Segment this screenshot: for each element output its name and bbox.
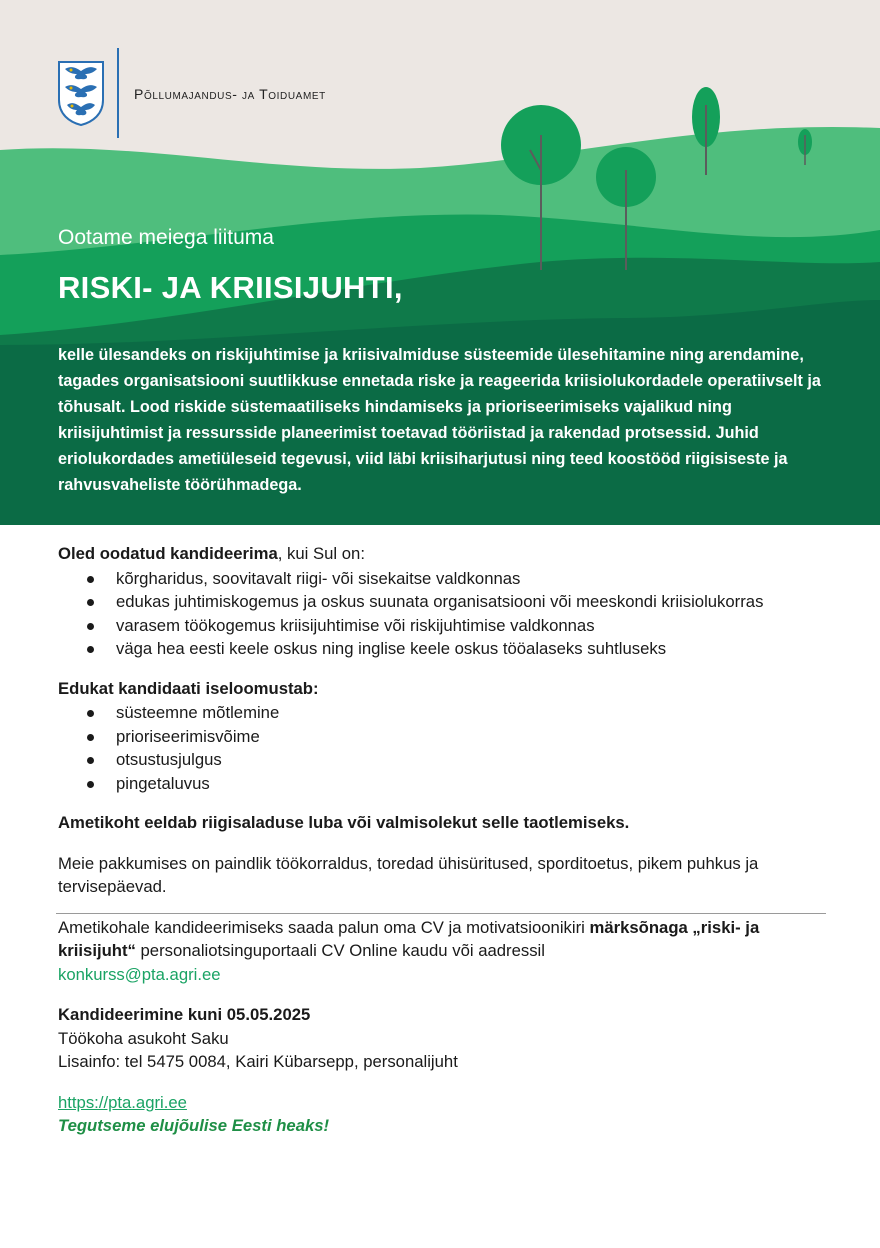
apply-instructions: Ametikohale kandideerimiseks saada palun oma CV ja motivatsioonikiri märksõnaga „riski- ja kriisijuht“ personaliotsinguportaali CV Online kaudu või aadressil konkurss@pta.agri.ee: [58, 917, 760, 984]
hero-banner: [0, 0, 880, 525]
list-item: süsteemne mõtlemine: [116, 701, 828, 725]
coat-of-arms-icon: [57, 60, 105, 126]
email-link[interactable]: konkurss@pta.agri.ee: [58, 964, 221, 984]
list-item: kõrgharidus, soovitavalt riigi- või sisekaitse valdkonnas: [116, 567, 828, 591]
website-paragraph: [58, 1091, 828, 1115]
slogan: Tegutseme elujõulise Eesti heaks!: [58, 1116, 330, 1135]
location: Töökoha asukoht Saku: [58, 1028, 229, 1048]
qualities-heading: Edukat kandidaati iseloomustab:: [58, 678, 319, 698]
list-item: otsustusjulgus: [116, 748, 828, 772]
hero-intro: Ootame meiega liituma: [58, 226, 274, 249]
list-item: edukas juhtimiskogemus ja oskus suunata organisatsiooni või meeskondi kriisiolukorras: [116, 590, 828, 614]
job-title: RISKI- JA KRIISIJUHTI,: [58, 270, 403, 305]
requirements-list: [58, 567, 828, 661]
website-link[interactable]: https://pta.agri.ee: [58, 1092, 187, 1112]
job-description: kelle ülesandeks on riskijuhtimise ja kriisivalmiduse süsteemide ülesehitamine ning arendamine, tagades organisatsiooni suutlikkuse ennetada riske ja reageerida kriisiolukordadele operatiivselt ja tõhusalt. Lood riskide süstemaatiliseks hindamiseks ja prioriseerimiseks vajalikud ning kriisijuhtimist ja ressursside planeerimist toetavad tööriistad ja rakendad protsessid. Juhid eriolukordades ametiüleseid tegevusi, viid läbi kriisiharjutusi ning teed koostööd riigisiseste ja rahvusvaheliste töörühmadega.: [58, 346, 821, 494]
organization-name: Põllumajandus- ja Toiduamet: [134, 86, 326, 102]
ad-content: [58, 542, 828, 1138]
list-item: prioriseerimisvõime: [116, 725, 828, 749]
list-item: väga hea eesti keele oskus ning inglise keele oskus tööalaseks suhtluseks: [116, 637, 828, 661]
list-item: pingetaluvus: [116, 772, 828, 796]
deadline: Kandideerimine kuni 05.05.2025: [58, 1005, 311, 1024]
qualities-list: [58, 701, 828, 795]
offer-text: Meie pakkumises on paindlik töökorraldus, toredad ühisüritused, sporditoetus, pikem puhkus ja tervisepäevad.: [58, 853, 759, 896]
contact-info: Lisainfo: tel 5475 0084, Kairi Kübarsepp, personalijuht: [58, 1052, 458, 1071]
requirements-heading: Oled oodatud kandideerima, kui Sul on:: [58, 544, 365, 563]
clearance-note: Ametikoht eeldab riigisaladuse luba või valmisolekut selle taotlemiseks.: [58, 813, 630, 832]
logo-divider: [117, 48, 119, 138]
list-item: varasem töökogemus kriisijuhtimise või riskijuhtimise valdkonnas: [116, 614, 828, 638]
section-divider: [56, 913, 826, 914]
